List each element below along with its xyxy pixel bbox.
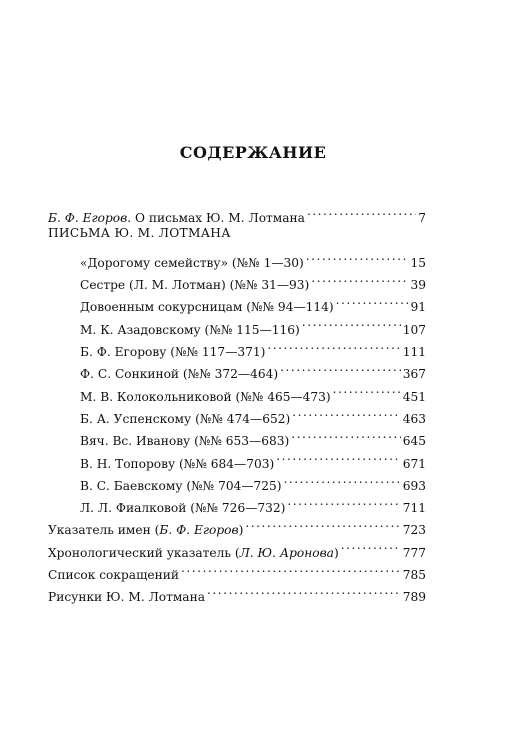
- page-number: 645: [402, 434, 426, 449]
- entry-title: В. С. Баевскому (№№ 704—725): [80, 478, 282, 493]
- entry-title: О письмах Ю. М. Лотмана: [131, 211, 305, 226]
- dot-leader: [207, 579, 401, 601]
- entry-editor: Л. Ю. Аронова: [239, 545, 334, 560]
- toc-entry-preface[interactable]: [48, 200, 426, 226]
- page-number: 785: [402, 568, 426, 583]
- page-number: 107: [402, 322, 426, 337]
- page-number: 463: [402, 411, 426, 426]
- entry-title: Вяч. Вс. Иванову (№№ 653—683): [80, 434, 290, 449]
- dot-leader: [336, 289, 409, 311]
- page-number: 451: [402, 389, 426, 404]
- page-number: 671: [402, 456, 426, 471]
- dot-leader: [292, 401, 400, 423]
- dot-leader: [267, 334, 400, 356]
- toc-title: СОДЕРЖАНИЕ: [179, 143, 327, 162]
- page-number: 39: [410, 278, 426, 293]
- page-number: 91: [410, 300, 426, 315]
- dot-leader: [280, 356, 401, 378]
- dot-leader: [333, 378, 401, 400]
- dot-leader: [284, 468, 401, 490]
- page-number: 7: [418, 211, 426, 226]
- page-number: 777: [402, 545, 426, 560]
- page-number: 711: [402, 501, 426, 516]
- page-number: 15: [410, 255, 426, 270]
- entry-title: Список сокращений: [48, 568, 179, 583]
- entry-title: Рисунки Ю. М. Лотмана: [48, 590, 205, 605]
- entry-close-paren: ): [333, 545, 339, 560]
- entry-title: Ф. С. Сонкиной (№№ 372—464): [80, 367, 279, 382]
- dot-leader: [181, 557, 401, 579]
- entry-title: М. К. Азадовскому (№№ 115—116): [80, 322, 300, 337]
- entry-title: Указатель имен (: [48, 523, 160, 538]
- entry-title: В. Н. Топорову (№№ 684—703): [80, 456, 275, 471]
- entry-title: Хронологический указатель (: [48, 545, 240, 560]
- toc-entry-letter[interactable]: [48, 245, 426, 270]
- dot-leader: [341, 534, 401, 556]
- table-of-contents: [48, 200, 426, 605]
- entry-title: Довоенным сокурсницам (№№ 94—114): [80, 300, 334, 315]
- dot-leader: [307, 200, 416, 222]
- entry-author: Б. Ф. Егоров.: [48, 211, 132, 226]
- entry-title: Сестре (Л. М. Лотман) (№№ 31—93): [80, 278, 310, 293]
- entry-close-paren: ): [238, 523, 244, 538]
- entry-editor: Б. Ф. Егоров: [159, 523, 239, 538]
- entry-title: «Дорогому семейству» (№№ 1—30): [80, 255, 304, 270]
- dot-leader: [291, 423, 400, 445]
- page-number: 111: [402, 345, 426, 360]
- entry-title: Л. Л. Фиалковой (№№ 726—732): [80, 501, 286, 516]
- page-number: 723: [402, 523, 426, 538]
- section-heading-letters: ПИСЬМА Ю. М. ЛОТМАНА: [48, 226, 231, 241]
- dot-leader: [245, 512, 400, 534]
- page-number: 367: [402, 367, 426, 382]
- dot-leader: [276, 445, 401, 467]
- dot-leader: [302, 311, 401, 333]
- entry-title: М. В. Колокольниковой (№№ 465—473): [80, 389, 331, 404]
- dot-leader: [287, 490, 400, 512]
- page-number: 789: [402, 590, 426, 605]
- page-number: 693: [402, 478, 426, 493]
- entry-title: Б. Ф. Егорову (№№ 117—371): [80, 345, 266, 360]
- dot-leader: [306, 245, 409, 267]
- dot-leader: [311, 267, 408, 289]
- entry-title: Б. А. Успенскому (№№ 474—652): [80, 411, 291, 426]
